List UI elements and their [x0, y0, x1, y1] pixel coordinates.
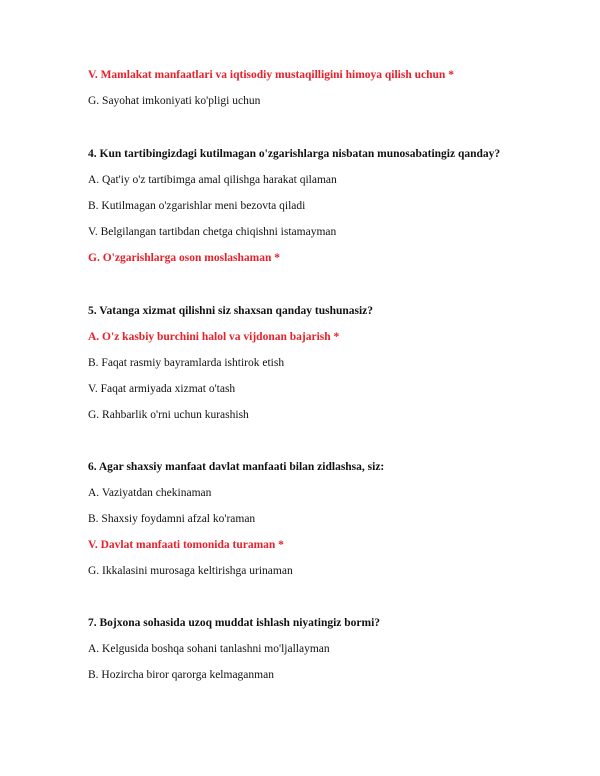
answer-option-correct: A. O'z kasbiy burchini halol va vijdonan bajarish * [88, 331, 340, 343]
answer-option: A. Vaziyatdan chekinaman [88, 487, 212, 499]
question-5: 5. Vatanga xizmat qilishni siz shaxsan qanday tushunasiz? [88, 305, 374, 317]
answer-option: B. Faqat rasmiy bayramlarda ishtirok etish [88, 357, 285, 369]
answer-option: B. Shaxsiy foydamni afzal ko'raman [88, 513, 256, 525]
answer-option: V. Belgilangan tartibdan chetga chiqishni istamayman [88, 226, 337, 238]
answer-option: B. Kutilmagan o'zgarishlar meni bezovta qiladi [88, 200, 306, 212]
question-7: 7. Bojxona sohasida uzoq muddat ishlash niyatingiz bormi? [88, 617, 381, 629]
answer-option-correct: V. Mamlakat manfaatlari va iqtisodiy mustaqilligini himoya qilish uchun * [88, 69, 454, 81]
answer-option: A. Qat'iy o'z tartibimga amal qilishga harakat qilaman [88, 174, 337, 186]
answer-option: G. Rahbarlik o'rni uchun kurashish [88, 409, 249, 421]
answer-option: A. Kelgusida boshqa sohani tanlashni mo'ljallayman [88, 643, 330, 655]
answer-option-correct: V. Davlat manfaati tomonida turaman * [88, 539, 284, 551]
question-4: 4. Kun tartibingizdagi kutilmagan o'zgarishlarga nisbatan munosabatingiz qanday? [88, 148, 501, 160]
answer-option: B. Hozircha biror qarorga kelmaganman [88, 669, 274, 681]
answer-option: G. Sayohat imkoniyati ko'pligi uchun [88, 95, 261, 107]
question-6: 6. Agar shaxsiy manfaat davlat manfaati bilan zidlashsa, siz: [88, 461, 385, 473]
answer-option: V. Faqat armiyada xizmat o'tash [88, 383, 236, 395]
answer-option-correct: G. O'zgarishlarga oson moslashaman * [88, 252, 281, 264]
answer-option: G. Ikkalasini murosaga keltirishga urinaman [88, 565, 293, 577]
